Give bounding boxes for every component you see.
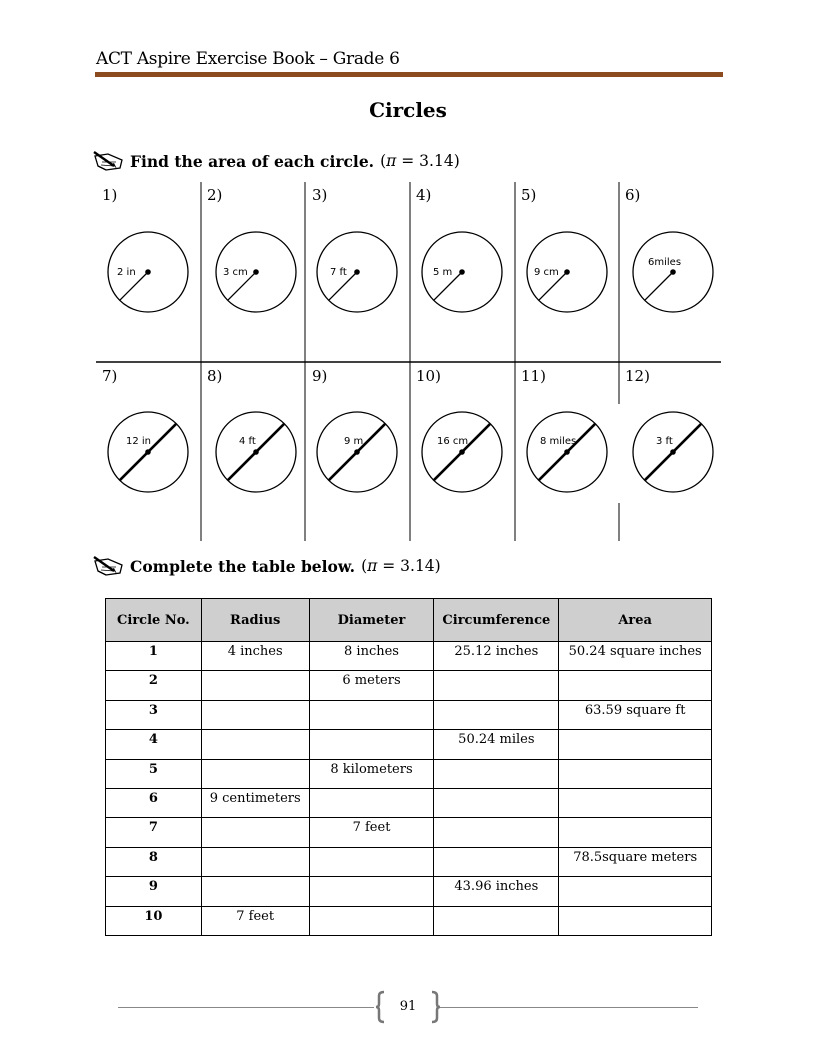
problem-number: 7) [102, 367, 118, 385]
radius-line [645, 272, 673, 300]
table-cell: 7 feet [309, 818, 434, 847]
table-cell [434, 906, 559, 935]
table-row [106, 730, 712, 759]
table-cell [309, 730, 434, 759]
footer-rule [118, 1007, 374, 1008]
diameter-line [539, 424, 596, 481]
table-cell [201, 759, 309, 788]
measurement-label: 3 ft [656, 436, 673, 447]
circle-number-cell: 1 [106, 642, 202, 671]
measurement-label: 9 cm [534, 267, 559, 278]
instruction-text: Find the area of each circle. [130, 151, 375, 171]
measurement-label: 5 m [433, 267, 453, 278]
table-cell [559, 818, 712, 847]
table-cell: 50.24 miles [434, 730, 559, 759]
table-cell [434, 671, 559, 700]
measurement-label: 4 ft [239, 436, 256, 447]
circle-number-cell: 6 [106, 788, 202, 817]
circle-number-cell: 7 [106, 818, 202, 847]
circle-number-cell: 10 [106, 906, 202, 935]
instruction-table [92, 555, 441, 577]
problem-number: 6) [625, 186, 641, 204]
table-header-row [106, 599, 712, 642]
circle-number-cell: 9 [106, 877, 202, 906]
problem-number: 9) [312, 367, 328, 385]
table-row [106, 906, 712, 935]
problem-number: 2) [207, 186, 223, 204]
instruction-text: Complete the table below. [130, 556, 356, 576]
table-cell [309, 877, 434, 906]
pencil-paper-icon [92, 555, 126, 577]
diameter-line [329, 424, 386, 481]
circle-number-cell: 5 [106, 759, 202, 788]
circle-number-cell: 8 [106, 847, 202, 876]
table-cell [559, 906, 712, 935]
table-cell [201, 700, 309, 729]
page-number: 91 [399, 999, 417, 1014]
table-cell [559, 788, 712, 817]
table-cell [559, 730, 712, 759]
problem-number: 10) [416, 367, 441, 385]
table-cell [434, 700, 559, 729]
page-title: Circles [369, 98, 447, 122]
measurement-label: 8 miles [540, 436, 577, 447]
problem-number: 5) [521, 186, 537, 204]
problem-number: 11) [521, 367, 546, 385]
col-header: Circle No. [106, 599, 202, 642]
table-row [106, 759, 712, 788]
col-header: Circumference [434, 599, 559, 642]
table-row [106, 671, 712, 700]
problem-number: 8) [207, 367, 223, 385]
table-cell [201, 671, 309, 700]
table-cell [201, 877, 309, 906]
footer-rule [440, 1007, 698, 1008]
circle-number-cell: 2 [106, 671, 202, 700]
problem-number: 3) [312, 186, 328, 204]
diameter-line [228, 424, 285, 481]
table-cell [559, 759, 712, 788]
table-cell: 25.12 inches [434, 642, 559, 671]
table-cell: 8 inches [309, 642, 434, 671]
table-cell [309, 700, 434, 729]
table-cell: 43.96 inches [434, 877, 559, 906]
table-cell [309, 788, 434, 817]
problem-number: 12) [625, 367, 650, 385]
pi-formula: (π = 3.14) [361, 557, 441, 575]
table-cell [201, 847, 309, 876]
col-header: Diameter [309, 599, 434, 642]
pi-formula: (π = 3.14) [380, 152, 460, 170]
table-cell: 9 centimeters [201, 788, 309, 817]
table-row [106, 847, 712, 876]
col-header: Area [559, 599, 712, 642]
measurement-label: 2 in [117, 267, 136, 278]
circle-number-cell: 3 [106, 700, 202, 729]
table-row [106, 788, 712, 817]
measurement-label: 6miles [648, 257, 682, 268]
table-cell [309, 847, 434, 876]
table-cell [559, 671, 712, 700]
table-cell [434, 759, 559, 788]
table-cell: 8 kilometers [309, 759, 434, 788]
measurement-label: 7 ft [330, 267, 347, 278]
right-bracket [430, 990, 440, 1024]
table-cell [434, 818, 559, 847]
measurement-label: 12 in [126, 436, 152, 447]
measurement-label: 3 cm [223, 267, 248, 278]
col-header: Radius [201, 599, 309, 642]
table-cell: 4 inches [201, 642, 309, 671]
table-cell: 6 meters [309, 671, 434, 700]
measurement-label: 9 m [344, 436, 364, 447]
table-cell [201, 818, 309, 847]
table-cell [201, 730, 309, 759]
table-row [106, 818, 712, 847]
diameter-line [645, 424, 702, 481]
table-cell [434, 847, 559, 876]
problem-number: 1) [102, 186, 118, 204]
measurement-label: 16 cm [437, 436, 469, 447]
table-row [106, 642, 712, 671]
circle-table [105, 598, 712, 936]
diameter-line [434, 424, 491, 481]
table-row [106, 700, 712, 729]
table-cell: 63.59 square ft [559, 700, 712, 729]
table-cell: 50.24 square inches [559, 642, 712, 671]
diameter-line [120, 424, 177, 481]
circle-number-cell: 4 [106, 730, 202, 759]
table-cell [309, 906, 434, 935]
table-cell [434, 788, 559, 817]
table-cell: 7 feet [201, 906, 309, 935]
problem-number: 4) [416, 186, 432, 204]
table-row [106, 877, 712, 906]
table-cell: 78.5square meters [559, 847, 712, 876]
table-cell [559, 877, 712, 906]
header-title: ACT Aspire Exercise Book – Grade 6 [96, 49, 400, 69]
